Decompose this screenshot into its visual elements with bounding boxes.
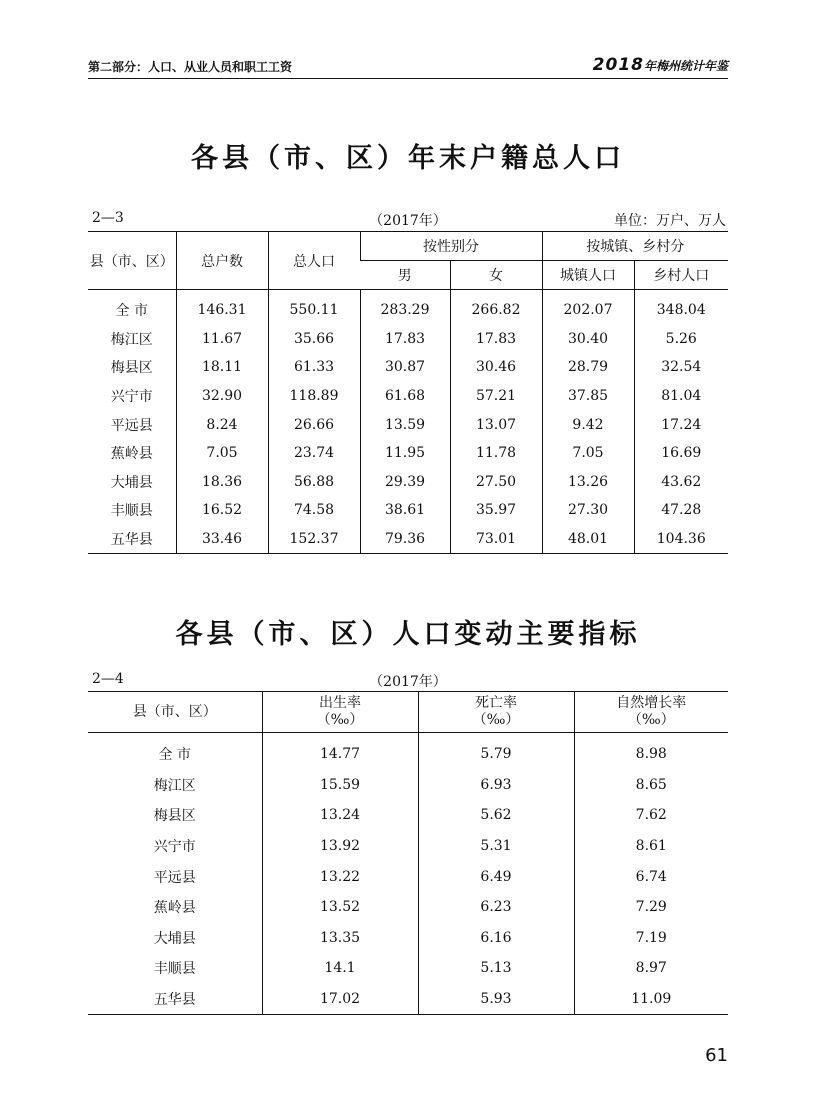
female-cell: 17.83 (450, 325, 542, 354)
death-rate-cell: 5.79 (418, 733, 574, 770)
unit-label: （‰） (316, 712, 364, 728)
table-row (88, 325, 728, 354)
table-row (88, 984, 728, 1015)
section-title: 第二部分：人口、从业人员和职工工资 (88, 60, 293, 74)
population-cell: 74.58 (268, 496, 360, 525)
urban-cell: 13.26 (542, 468, 634, 497)
urban-cell: 48.01 (542, 525, 634, 554)
table-row (88, 496, 728, 525)
death-rate-cell: 5.62 (418, 800, 574, 831)
growth-rate-cell: 6.74 (574, 861, 728, 892)
rural-cell: 47.28 (634, 496, 728, 525)
growth-rate-label: 自然增长率 (616, 695, 687, 711)
growth-rate-cell: 7.19 (574, 923, 728, 954)
household-population-table (88, 231, 728, 554)
death-rate-cell: 5.13 (418, 953, 574, 984)
female-cell: 13.07 (450, 410, 542, 439)
county-name-cell: 五华县 (153, 992, 196, 1009)
county-name-cell: 大埔县 (110, 474, 153, 491)
county-name-cell: 梅县区 (153, 808, 196, 825)
birth-rate-cell: 13.22 (262, 861, 418, 892)
county-name-cell: 丰顺县 (153, 961, 196, 978)
rural-cell: 81.04 (634, 382, 728, 411)
households-cell: 33.46 (176, 525, 268, 554)
county-name-cell: 梅江区 (110, 331, 153, 348)
county-name-cell: 平远县 (110, 417, 153, 434)
population-change-table (88, 691, 728, 1015)
col-female: 女 (450, 261, 542, 290)
urban-cell: 30.40 (542, 325, 634, 354)
female-cell: 11.78 (450, 439, 542, 468)
table2-code: 2—4 (92, 671, 124, 687)
death-rate-cell: 5.31 (418, 831, 574, 862)
growth-rate-cell: 11.09 (574, 984, 728, 1015)
male-cell: 17.83 (360, 325, 450, 354)
male-cell: 11.95 (360, 439, 450, 468)
birth-rate-label: 出生率 (319, 695, 361, 711)
population-cell: 61.33 (268, 353, 360, 382)
households-cell: 18.36 (176, 468, 268, 497)
rural-cell: 43.62 (634, 468, 728, 497)
table1-year: （2017年） (369, 213, 447, 229)
yearbook-year: 2018 (592, 55, 644, 75)
col-death-rate (418, 692, 574, 733)
table-row (88, 800, 728, 831)
col-rural: 乡村人口 (634, 261, 728, 290)
table-row (88, 831, 728, 862)
population-cell: 23.74 (268, 439, 360, 468)
table-row (88, 733, 728, 770)
urban-cell: 9.42 (542, 410, 634, 439)
county-name-cell: 蕉岭县 (110, 446, 153, 463)
unit-label: （‰） (627, 712, 675, 728)
table1-body (88, 290, 728, 554)
female-cell: 57.21 (450, 382, 542, 411)
growth-rate-cell: 8.65 (574, 770, 728, 801)
rural-cell: 17.24 (634, 410, 728, 439)
birth-rate-cell: 17.02 (262, 984, 418, 1015)
county-name-cell: 蕉岭县 (153, 900, 196, 917)
death-rate-cell: 6.49 (418, 861, 574, 892)
households-cell: 32.90 (176, 382, 268, 411)
urban-cell: 28.79 (542, 353, 634, 382)
page-header (88, 55, 728, 77)
female-cell: 30.46 (450, 353, 542, 382)
county-name-cell: 梅县区 (110, 360, 153, 377)
col-group-urban-rural: 按城镇、乡村分 (542, 232, 728, 261)
male-cell: 13.59 (360, 410, 450, 439)
yearbook-name: 年梅州统计年鉴 (643, 59, 728, 73)
col-population: 总人口 (268, 232, 360, 290)
growth-rate-cell: 8.61 (574, 831, 728, 862)
households-cell: 8.24 (176, 410, 268, 439)
yearbook-title (593, 55, 728, 75)
col-male: 男 (360, 261, 450, 290)
table-row (88, 439, 728, 468)
death-rate-label: 死亡率 (475, 695, 517, 711)
population-cell: 152.37 (268, 525, 360, 554)
rural-cell: 16.69 (634, 439, 728, 468)
death-rate-cell: 5.93 (418, 984, 574, 1015)
rural-cell: 104.36 (634, 525, 728, 554)
rural-cell: 32.54 (634, 353, 728, 382)
population-cell: 118.89 (268, 382, 360, 411)
county-name-cell: 大埔县 (153, 930, 196, 947)
households-cell: 16.52 (176, 496, 268, 525)
table2-body (88, 733, 728, 1015)
population-cell: 550.11 (268, 290, 360, 325)
table1-title: 各县（市、区）年末户籍总人口 (191, 143, 625, 174)
urban-cell: 7.05 (542, 439, 634, 468)
population-cell: 56.88 (268, 468, 360, 497)
county-name-cell: 兴宁市 (153, 839, 196, 856)
birth-rate-cell: 14.77 (262, 733, 418, 770)
col-growth-rate (574, 692, 728, 733)
header-rule (88, 78, 728, 79)
female-cell: 27.50 (450, 468, 542, 497)
growth-rate-cell: 8.97 (574, 953, 728, 984)
female-cell: 35.97 (450, 496, 542, 525)
table-row (88, 410, 728, 439)
birth-rate-cell: 13.52 (262, 892, 418, 923)
male-cell: 79.36 (360, 525, 450, 554)
col-county: 县（市、区） (88, 692, 262, 733)
male-cell: 30.87 (360, 353, 450, 382)
col-birth-rate (262, 692, 418, 733)
urban-cell: 202.07 (542, 290, 634, 325)
county-name-cell: 丰顺县 (110, 503, 153, 520)
male-cell: 61.68 (360, 382, 450, 411)
table-row (88, 525, 728, 554)
birth-rate-cell: 13.24 (262, 800, 418, 831)
male-cell: 38.61 (360, 496, 450, 525)
table1-unit: 单位：万户、万人 (614, 213, 726, 229)
growth-rate-cell: 7.62 (574, 800, 728, 831)
population-cell: 26.66 (268, 410, 360, 439)
table-row (88, 770, 728, 801)
table-row (88, 892, 728, 923)
table-row (88, 861, 728, 892)
table-row (88, 290, 728, 325)
households-cell: 7.05 (176, 439, 268, 468)
households-cell: 11.67 (176, 325, 268, 354)
urban-cell: 27.30 (542, 496, 634, 525)
unit-label: （‰） (472, 712, 520, 728)
table2-year: （2017年） (369, 674, 447, 690)
death-rate-cell: 6.23 (418, 892, 574, 923)
col-group-sex: 按性别分 (360, 232, 542, 261)
households-cell: 18.11 (176, 353, 268, 382)
female-cell: 266.82 (450, 290, 542, 325)
col-households: 总户数 (176, 232, 268, 290)
table-row (88, 468, 728, 497)
birth-rate-cell: 15.59 (262, 770, 418, 801)
county-name-cell: 平远县 (153, 869, 196, 886)
county-name-cell: 全 市 (158, 747, 191, 764)
female-cell: 73.01 (450, 525, 542, 554)
col-county: 县（市、区） (88, 232, 176, 290)
county-name-cell: 五华县 (110, 532, 153, 549)
birth-rate-cell: 14.1 (262, 953, 418, 984)
col-urban: 城镇人口 (542, 261, 634, 290)
birth-rate-cell: 13.92 (262, 831, 418, 862)
table-row (88, 923, 728, 954)
growth-rate-cell: 7.29 (574, 892, 728, 923)
households-cell: 146.31 (176, 290, 268, 325)
county-name-cell: 全 市 (115, 303, 148, 320)
table2-title: 各县（市、区）人口变动主要指标 (175, 619, 641, 650)
death-rate-cell: 6.93 (418, 770, 574, 801)
table-row (88, 382, 728, 411)
rural-cell: 5.26 (634, 325, 728, 354)
growth-rate-cell: 8.98 (574, 733, 728, 770)
male-cell: 29.39 (360, 468, 450, 497)
male-cell: 283.29 (360, 290, 450, 325)
population-cell: 35.66 (268, 325, 360, 354)
urban-cell: 37.85 (542, 382, 634, 411)
rural-cell: 348.04 (634, 290, 728, 325)
county-name-cell: 梅江区 (153, 777, 196, 794)
birth-rate-cell: 13.35 (262, 923, 418, 954)
county-name-cell: 兴宁市 (110, 389, 153, 406)
table-row (88, 953, 728, 984)
table1-code: 2—3 (92, 210, 124, 226)
death-rate-cell: 6.16 (418, 923, 574, 954)
table-row (88, 353, 728, 382)
page-number: 61 (705, 1045, 728, 1066)
